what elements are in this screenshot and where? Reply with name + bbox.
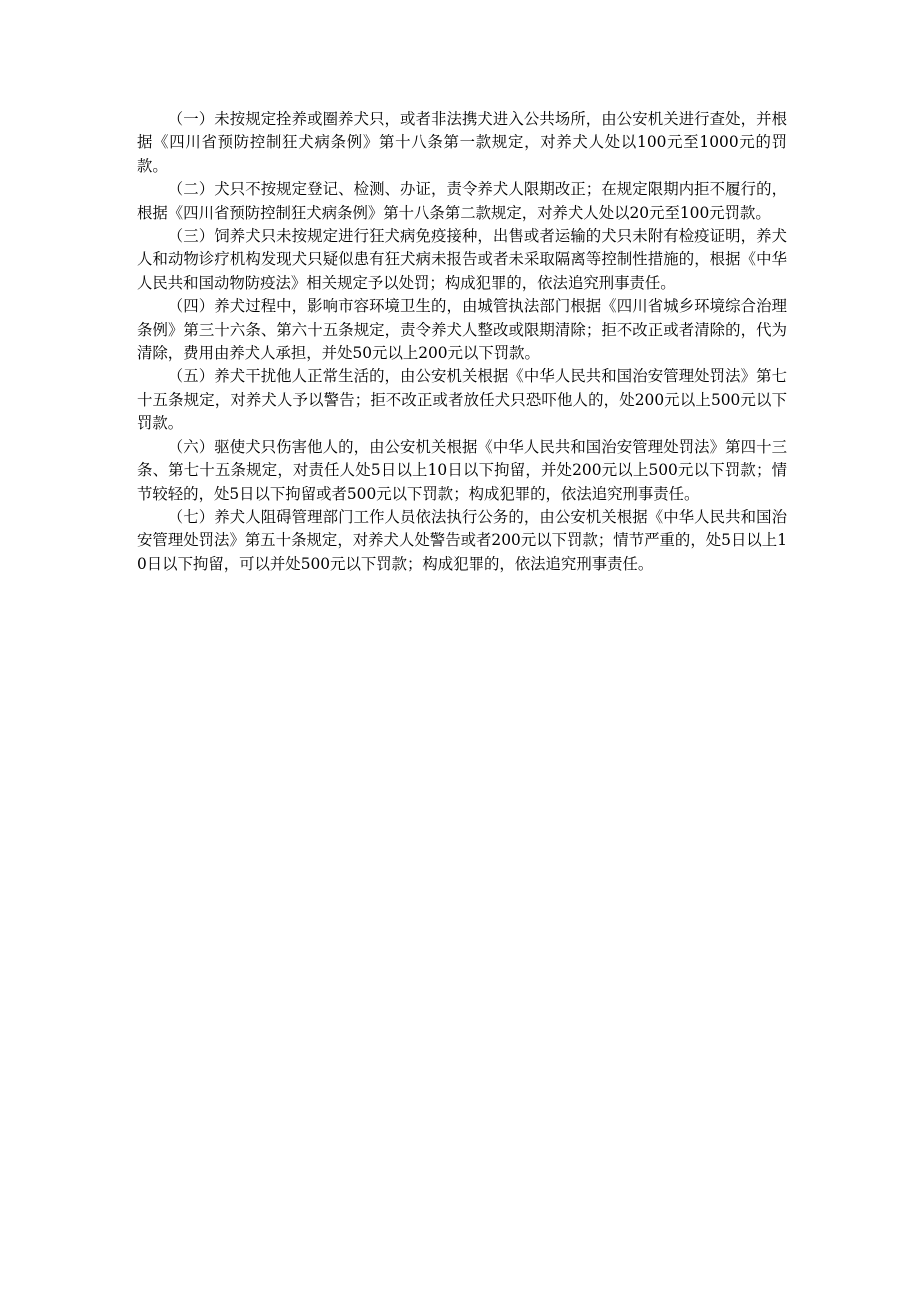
paragraph-3: （三）饲养犬只未按规定进行狂犬病免疫接种，出售或者运输的犬只未附有检疫证明，养犬人和动物诊疗机构发现犬只疑似患有狂犬病未报告或者未采取隔离等控制性措施的，根据《中华人民共和国动物防疫法》相关规定予以处罚；构成犯罪的，依法追究刑事责任。: [137, 227, 787, 292]
paragraph-4: （四）养犬过程中，影响市容环境卫生的，由城管执法部门根据《四川省城乡环境综合治理条例》第三十六条、第六十五条规定，责令养犬人整改或限期清除；拒不改正或者清除的，代为清除，费用由养犬人承担，并处50元以上200元以下罚款。: [137, 297, 787, 363]
paragraph-7: （七）养犬人阻碍管理部门工作人员依法执行公务的，由公安机关根据《中华人民共和国治安管理处罚法》第五十条规定，对养犬人处警告或者200元以下罚款；情节严重的，处5日以上10日以下拘留，可以并处500元以下罚款；构成犯罪的，依法追究刑事责任。: [137, 507, 787, 573]
paragraph-6: （六）驱使犬只伤害他人的，由公安机关根据《中华人民共和国治安管理处罚法》第四十三条、第七十五条规定，对责任人处5日以上10日以下拘留，并处200元以上500元以下罚款；情节较轻的，处5日以下拘留或者500元以下罚款；构成犯罪的，依法追究刑事责任。: [137, 437, 787, 503]
paragraph-2: （二）犬只不按规定登记、检测、办证，责令养犬人限期改正；在规定限期内拒不履行的，根据《四川省预防控制狂犬病条例》第十八条第二款规定，对养犬人处以20元至100元罚款。: [137, 180, 787, 222]
paragraph-1: （一）未按规定拴养或圈养犬只，或者非法携犬进入公共场所，由公安机关进行查处，并根据《四川省预防控制狂犬病条例》第十八条第一款规定，对养犬人处以100元至1000元的罚款。: [137, 110, 787, 175]
document-page: [137, 108, 787, 576]
paragraph-5: （五）养犬干扰他人正常生活的，由公安机关根据《中华人民共和国治安管理处罚法》第七十五条规定，对养犬人予以警告；拒不改正或者放任犬只恐吓他人的，处200元以上500元以下罚款。: [137, 367, 787, 433]
